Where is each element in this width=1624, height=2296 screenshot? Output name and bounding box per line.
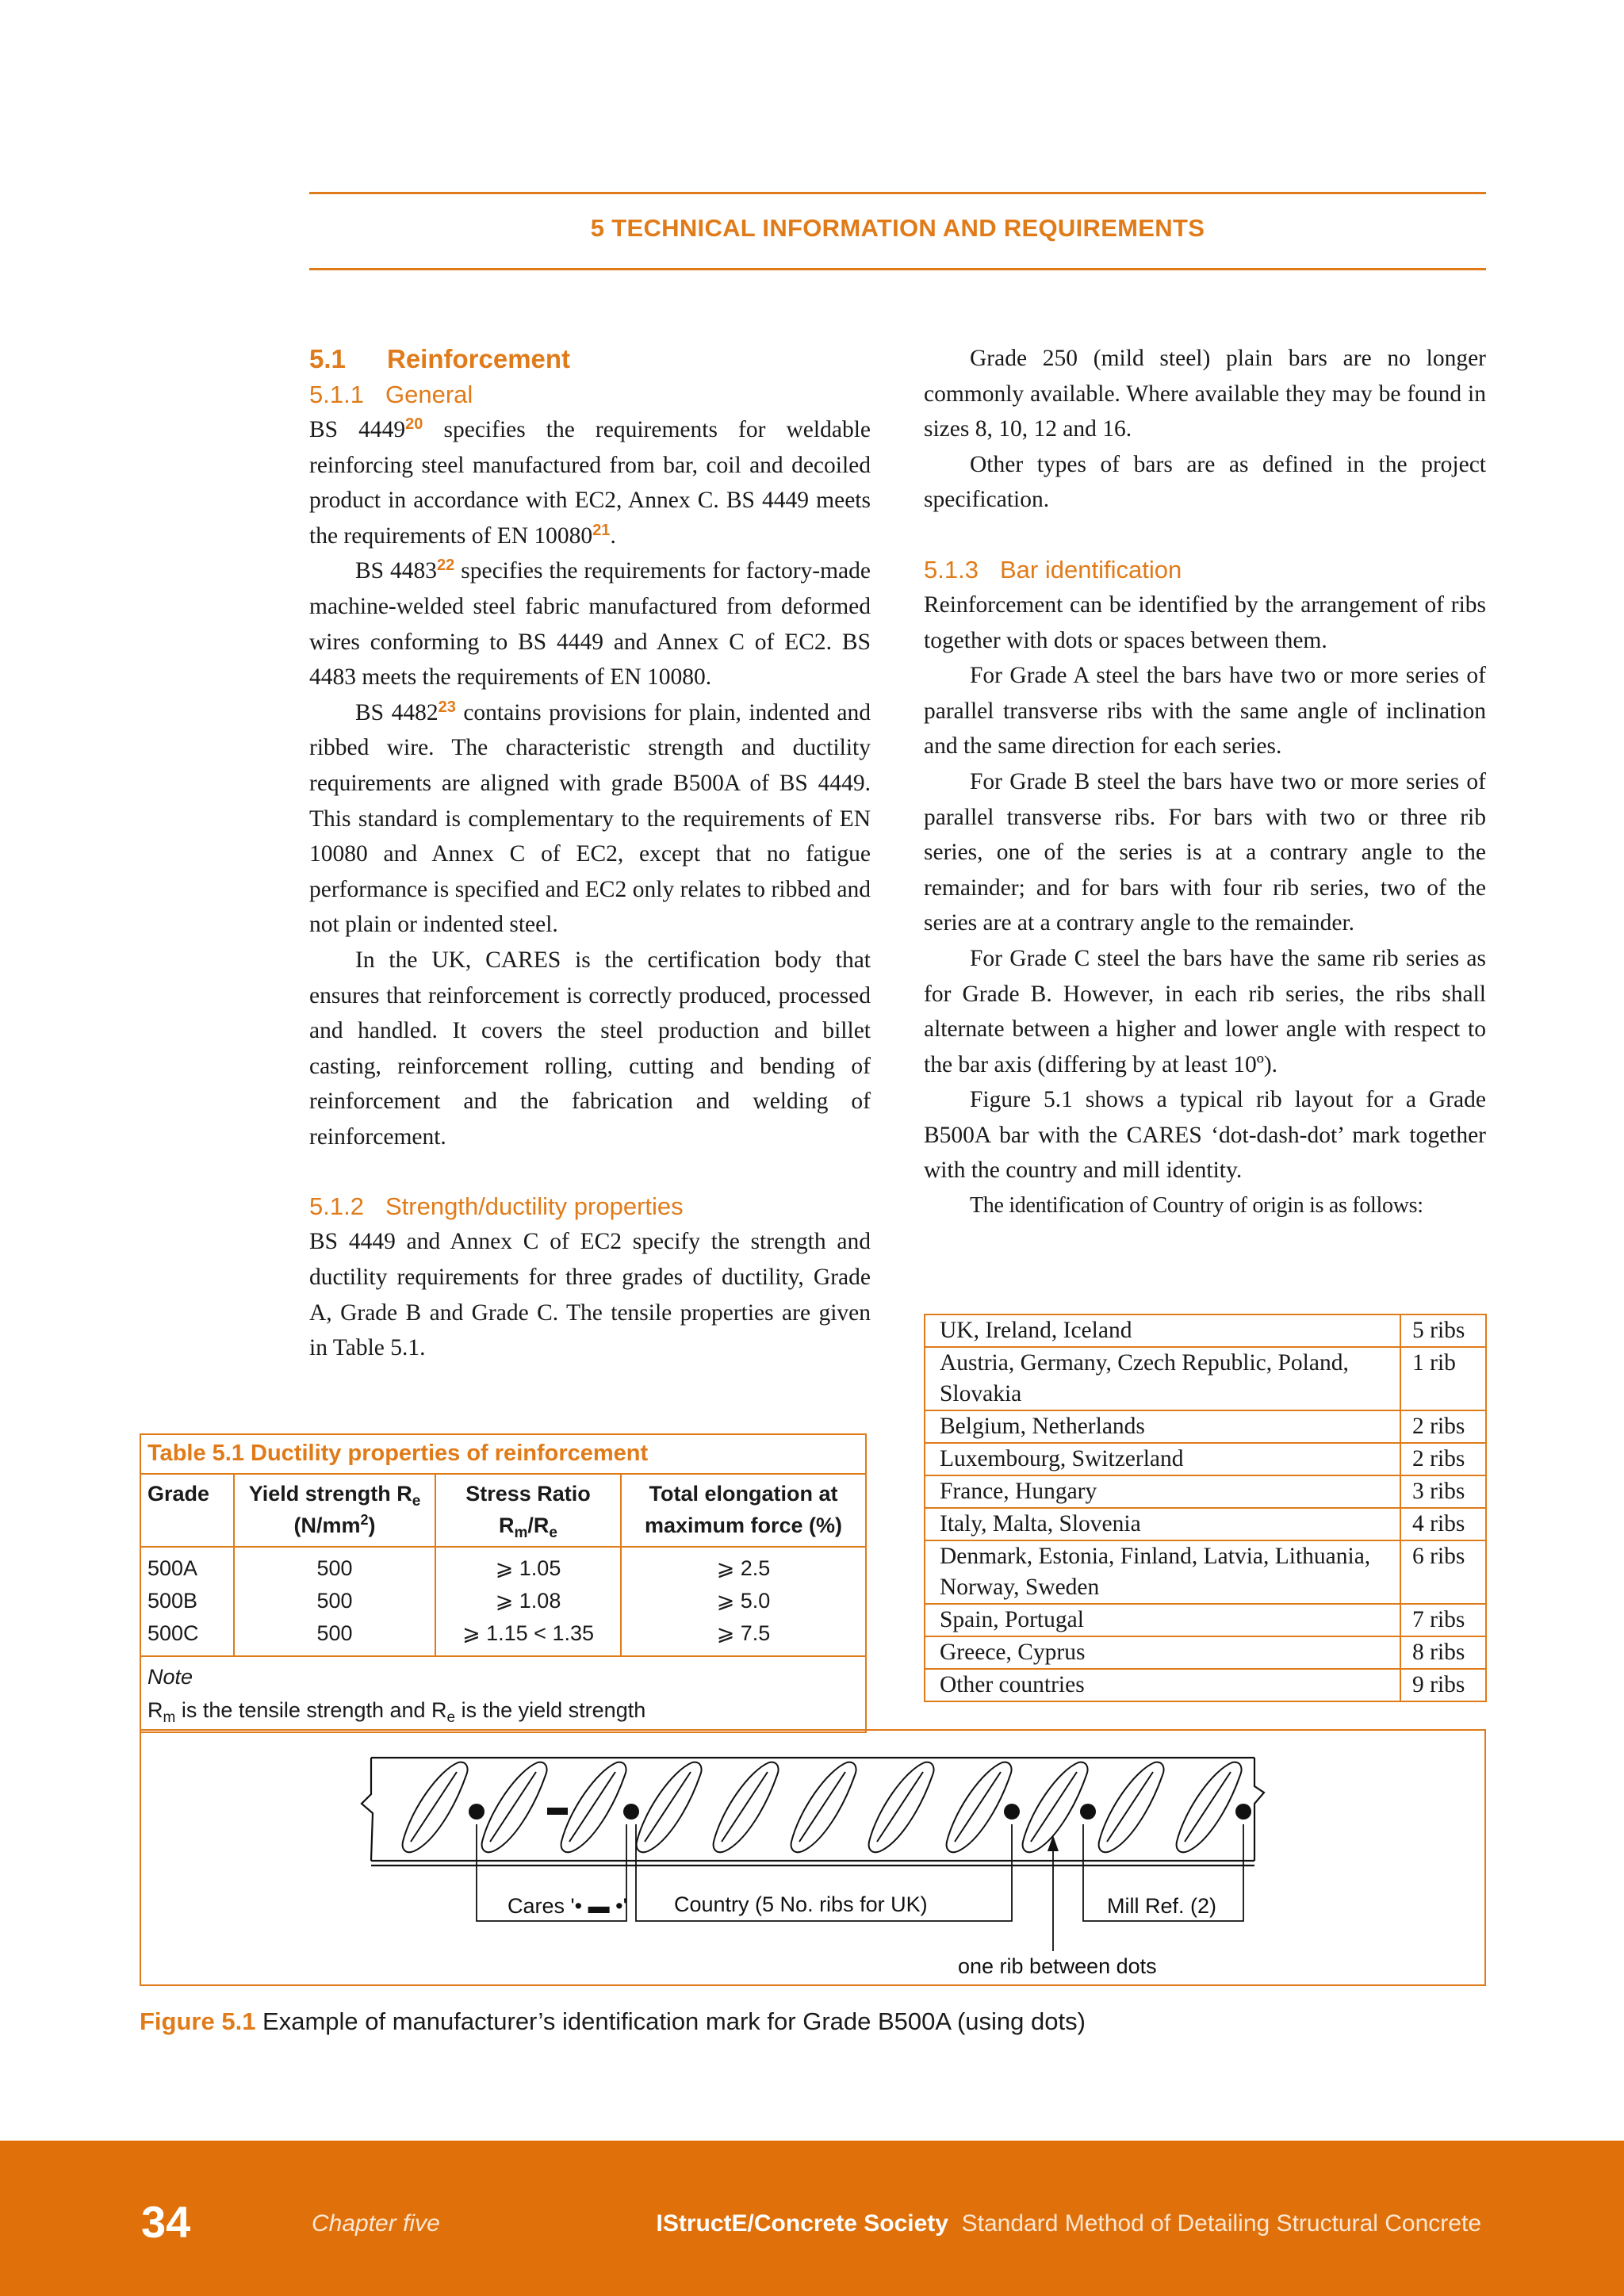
chapter-heading: 5 TECHNICAL INFORMATION AND REQUIREMENTS [590, 214, 1205, 242]
rib [482, 1762, 547, 1853]
ribs-cell: 1 rib [1412, 1350, 1456, 1376]
text-run: BS 4482 [355, 699, 439, 725]
paragraph-strength: BS 4449 and Annex C of EC2 specify the strength and ductility requirements for three grades of ductility, Grade A, Grade B and Grade C. The tensile properties are given in Table 5.1. [309, 1229, 871, 1361]
table-row [925, 1444, 1485, 1476]
table-row [925, 1605, 1485, 1637]
table-cell: ⩾ 7.5 [716, 1621, 771, 1645]
reference-marker: 20 [405, 415, 423, 433]
ribs-cell: 3 ribs [1412, 1479, 1465, 1504]
caption-label: Figure 5.1 [140, 2007, 256, 2035]
country-cell: Greece, Cyprus [925, 1637, 1401, 1668]
rib-series [403, 1762, 1242, 1853]
country-cell: Italy, Malta, Slovenia [925, 1509, 1401, 1540]
subsection-heading-bar-id [924, 553, 1486, 587]
left-column [309, 341, 871, 1366]
header-text: /R [527, 1513, 550, 1537]
column-ratio [436, 1548, 622, 1655]
ribs-cell: 8 ribs [1412, 1640, 1465, 1665]
ribs-cell: 9 ribs [1412, 1672, 1465, 1697]
table-row [925, 1637, 1485, 1670]
dot-mark [1080, 1804, 1096, 1820]
label-rib: one rib between dots [958, 1954, 1157, 1978]
table-row [925, 1411, 1485, 1444]
text-run: R [147, 1698, 163, 1722]
text-run: is the tensile strength and R [175, 1698, 447, 1722]
table-row [925, 1670, 1485, 1701]
label-cares: Cares '• ▬ •' [508, 1894, 627, 1918]
column-elongation [622, 1548, 865, 1655]
text-run: contains provisions for plain, indented and ribbed wire. The characteristic strength and ductility requirements are aligned with grade B500A of BS 4449. This standard is complementary to the requirements of EN 10080 and Annex C of EC2, except that no fatigue performance is specified and EC2 only relates to ribbed and not plain or indented steel. [309, 699, 871, 938]
rib [1099, 1762, 1164, 1853]
subsection-heading-general [309, 377, 871, 412]
label-mill: Mill Ref. (2) [1107, 1894, 1217, 1918]
header-text: Grade [147, 1482, 210, 1506]
footer-publisher: IStructE/Concrete Society [656, 2210, 948, 2237]
text-run: specifies the requirements for weldable reinforcing steel manufactured from bar, coil and decoiled product in accordance with EC2, Annex C. BS 4449 meets the requirements of EN 10080 [309, 417, 871, 549]
table-cell: ⩾ 1.15 < 1.35 [462, 1621, 594, 1645]
text-run: specifies the requirements for factory-made machine-welded steel fabric manufactured from deformed wires conforming to BS 4449 and Annex C of EC2. BS 4483 meets the requirements of EN 10080. [309, 558, 871, 691]
table-row [925, 1541, 1485, 1605]
paragraph-grade-c: For Grade C steel the bars have the same rib series as for Grade B. However, in each rib series, the ribs shall alternate between a higher and lower angle with respect to the bar axis (differing by at least 10º). [924, 945, 1486, 1077]
table-cell: 500B [147, 1589, 198, 1613]
rebar-diagram [141, 1731, 1484, 1984]
ribs-cell: 5 ribs [1412, 1318, 1465, 1343]
header-text: R [499, 1513, 515, 1537]
header-rule-top [309, 192, 1486, 194]
text-run: BS 4449 [309, 417, 406, 442]
column-yield [235, 1548, 436, 1655]
table-note [141, 1655, 865, 1732]
arrow-head [1048, 1835, 1059, 1851]
footer-chapter: Chapter five [312, 2210, 440, 2237]
header-yield [235, 1475, 436, 1548]
rib [1023, 1762, 1088, 1853]
paragraph-grade-a: For Grade A steel the bars have two or more series of parallel transverse ribs with the same angle of inclination and the same direction for each series. [924, 663, 1486, 760]
page-number: 34 [141, 2197, 191, 2247]
note-text [147, 1693, 859, 1727]
paragraph-figure-ref: Figure 5.1 shows a typical rib layout for a Grade B500A bar with the CARES ‘dot-dash-dot’ mark together with the country and mill identity. [924, 1087, 1486, 1184]
table-row [925, 1509, 1485, 1541]
dot-mark [469, 1804, 485, 1820]
paragraph-bs4483 [309, 553, 871, 695]
label-country: Country (5 No. ribs for UK) [674, 1892, 928, 1916]
section-number: 5.1 [309, 344, 346, 373]
table-cell: 500 [316, 1556, 353, 1580]
section-heading-5-1 [309, 341, 871, 377]
superscript: 2 [360, 1512, 369, 1528]
header-text: Stress Ratio [465, 1482, 591, 1506]
caption-text: Example of manufacturer’s identification mark for Grade B500A (using dots) [255, 2007, 1086, 2035]
table-header-row [141, 1475, 865, 1548]
table-body [141, 1548, 865, 1655]
ribs-cell: 4 ribs [1412, 1511, 1465, 1536]
subsection-number: 5.1.3 [924, 555, 979, 584]
subsection-title: General [385, 381, 473, 408]
paragraph-grade-b: For Grade B steel the bars have two or more series of parallel transverse ribs. For bars with two or three rib series, one of the series is at a contrary angle to the remainder; and for bars with four rib series, two of the series are at a contrary angle to the remainder. [924, 768, 1486, 936]
table-cell: 500 [316, 1589, 353, 1613]
rib [947, 1762, 1012, 1853]
subsection-heading-strength [309, 1189, 871, 1224]
table-cell: 500A [147, 1556, 198, 1580]
figure-box [140, 1729, 1486, 1986]
subsection-number: 5.1.1 [309, 381, 364, 408]
rib [791, 1762, 856, 1853]
footer-title [657, 2210, 1481, 2237]
header-text: maximum force (%) [644, 1513, 843, 1537]
page-footer [0, 2141, 1624, 2296]
country-cell: Luxembourg, Switzerland [925, 1444, 1401, 1475]
rib [637, 1762, 702, 1853]
rib [869, 1762, 934, 1853]
header-text: Total elongation at [649, 1482, 838, 1506]
leader-lines [477, 1824, 1243, 1951]
country-cell: Belgium, Netherlands [925, 1411, 1401, 1442]
header-text: (N/mm [293, 1513, 361, 1537]
dot-mark [623, 1804, 639, 1820]
dash-mark [547, 1808, 568, 1815]
paragraph-bs4482 [309, 695, 871, 943]
text-run: is the yield strength [455, 1698, 646, 1722]
section-title: Reinforcement [387, 344, 571, 373]
header-text: Yield strength R [248, 1482, 412, 1506]
column-grade [141, 1548, 235, 1655]
table-cell: 500C [147, 1621, 199, 1645]
country-cell: UK, Ireland, Iceland [925, 1315, 1401, 1346]
country-cell: Spain, Portugal [925, 1605, 1401, 1636]
text-run: . [610, 522, 616, 549]
footer-book-title: Standard Method of Detailing Structural Concrete [961, 2210, 1481, 2237]
subsection-number: 5.1.2 [309, 1192, 364, 1221]
table-cell: 500 [316, 1621, 353, 1645]
paragraph-country-intro: The identification of Country of origin is as follows: [970, 1193, 1423, 1219]
subsection-title: Bar identification [1000, 555, 1182, 584]
country-cell: Denmark, Estonia, Finland, Latvia, Lithuania, Norway, Sweden [925, 1541, 1401, 1603]
ductility-table [140, 1433, 867, 1733]
rib [714, 1762, 779, 1853]
country-rib-table [924, 1314, 1487, 1702]
subsection-title: Strength/ductility properties [385, 1192, 684, 1221]
ribs-cell: 2 ribs [1412, 1446, 1465, 1471]
ribs-cell: 7 ribs [1412, 1607, 1465, 1632]
header-elongation [622, 1475, 865, 1548]
header-ratio [436, 1475, 622, 1548]
table-cell: ⩾ 2.5 [716, 1556, 771, 1580]
paragraph-grade-250: Grade 250 (mild steel) plain bars are no longer commonly available. Where available they may be found in sizes 8, 10, 12 and 16. [924, 346, 1486, 442]
figure-caption [140, 2004, 1086, 2039]
table-cell: ⩾ 1.08 [495, 1589, 561, 1613]
table-row [925, 1476, 1485, 1509]
reference-marker: 21 [592, 521, 611, 539]
subscript: e [412, 1493, 421, 1510]
reference-marker: 22 [437, 557, 455, 575]
paragraph-cares: In the UK, CARES is the certification body that ensures that reinforcement is correctly produced, processed and handled. It covers the steel production and billet casting, reinforcement rolling, cutting and bending of reinforcement and the fabrication and welding of reinforcement. [309, 947, 871, 1150]
ribs-cell: 6 ribs [1412, 1544, 1465, 1569]
paragraph-identification: Reinforcement can be identified by the arrangement of ribs together with dots or spaces between them. [924, 591, 1486, 653]
table-cell: ⩾ 1.05 [495, 1556, 561, 1580]
country-cell: France, Hungary [925, 1476, 1401, 1507]
country-cell: Other countries [925, 1670, 1401, 1701]
subscript: m [514, 1525, 528, 1541]
header-grade [141, 1475, 235, 1548]
table-title: Table 5.1 Ductility properties of reinforcement [141, 1435, 865, 1475]
country-cell: Austria, Germany, Czech Republic, Poland, Slovakia [925, 1348, 1401, 1410]
paragraph-bs4449 [309, 412, 871, 553]
rib [1177, 1762, 1242, 1853]
subscript: e [549, 1525, 557, 1541]
subscript: m [163, 1709, 176, 1726]
header-rule-bottom [309, 268, 1486, 270]
rib [403, 1762, 468, 1853]
header-text: ) [368, 1513, 376, 1537]
reference-marker: 23 [438, 698, 456, 716]
dot-mark [1235, 1804, 1251, 1820]
text-run: BS 4483 [355, 558, 438, 584]
ribs-cell: 2 ribs [1412, 1414, 1465, 1439]
table-row [925, 1315, 1485, 1348]
dot-mark [1004, 1804, 1020, 1820]
table-row [925, 1348, 1485, 1411]
right-column [924, 341, 1486, 1224]
subscript: e [446, 1709, 456, 1726]
table-cell: ⩾ 5.0 [716, 1589, 771, 1613]
rib [561, 1762, 626, 1853]
note-label: Note [147, 1665, 193, 1689]
paragraph-other-bars: Other types of bars are as defined in the project specification. [924, 451, 1486, 513]
